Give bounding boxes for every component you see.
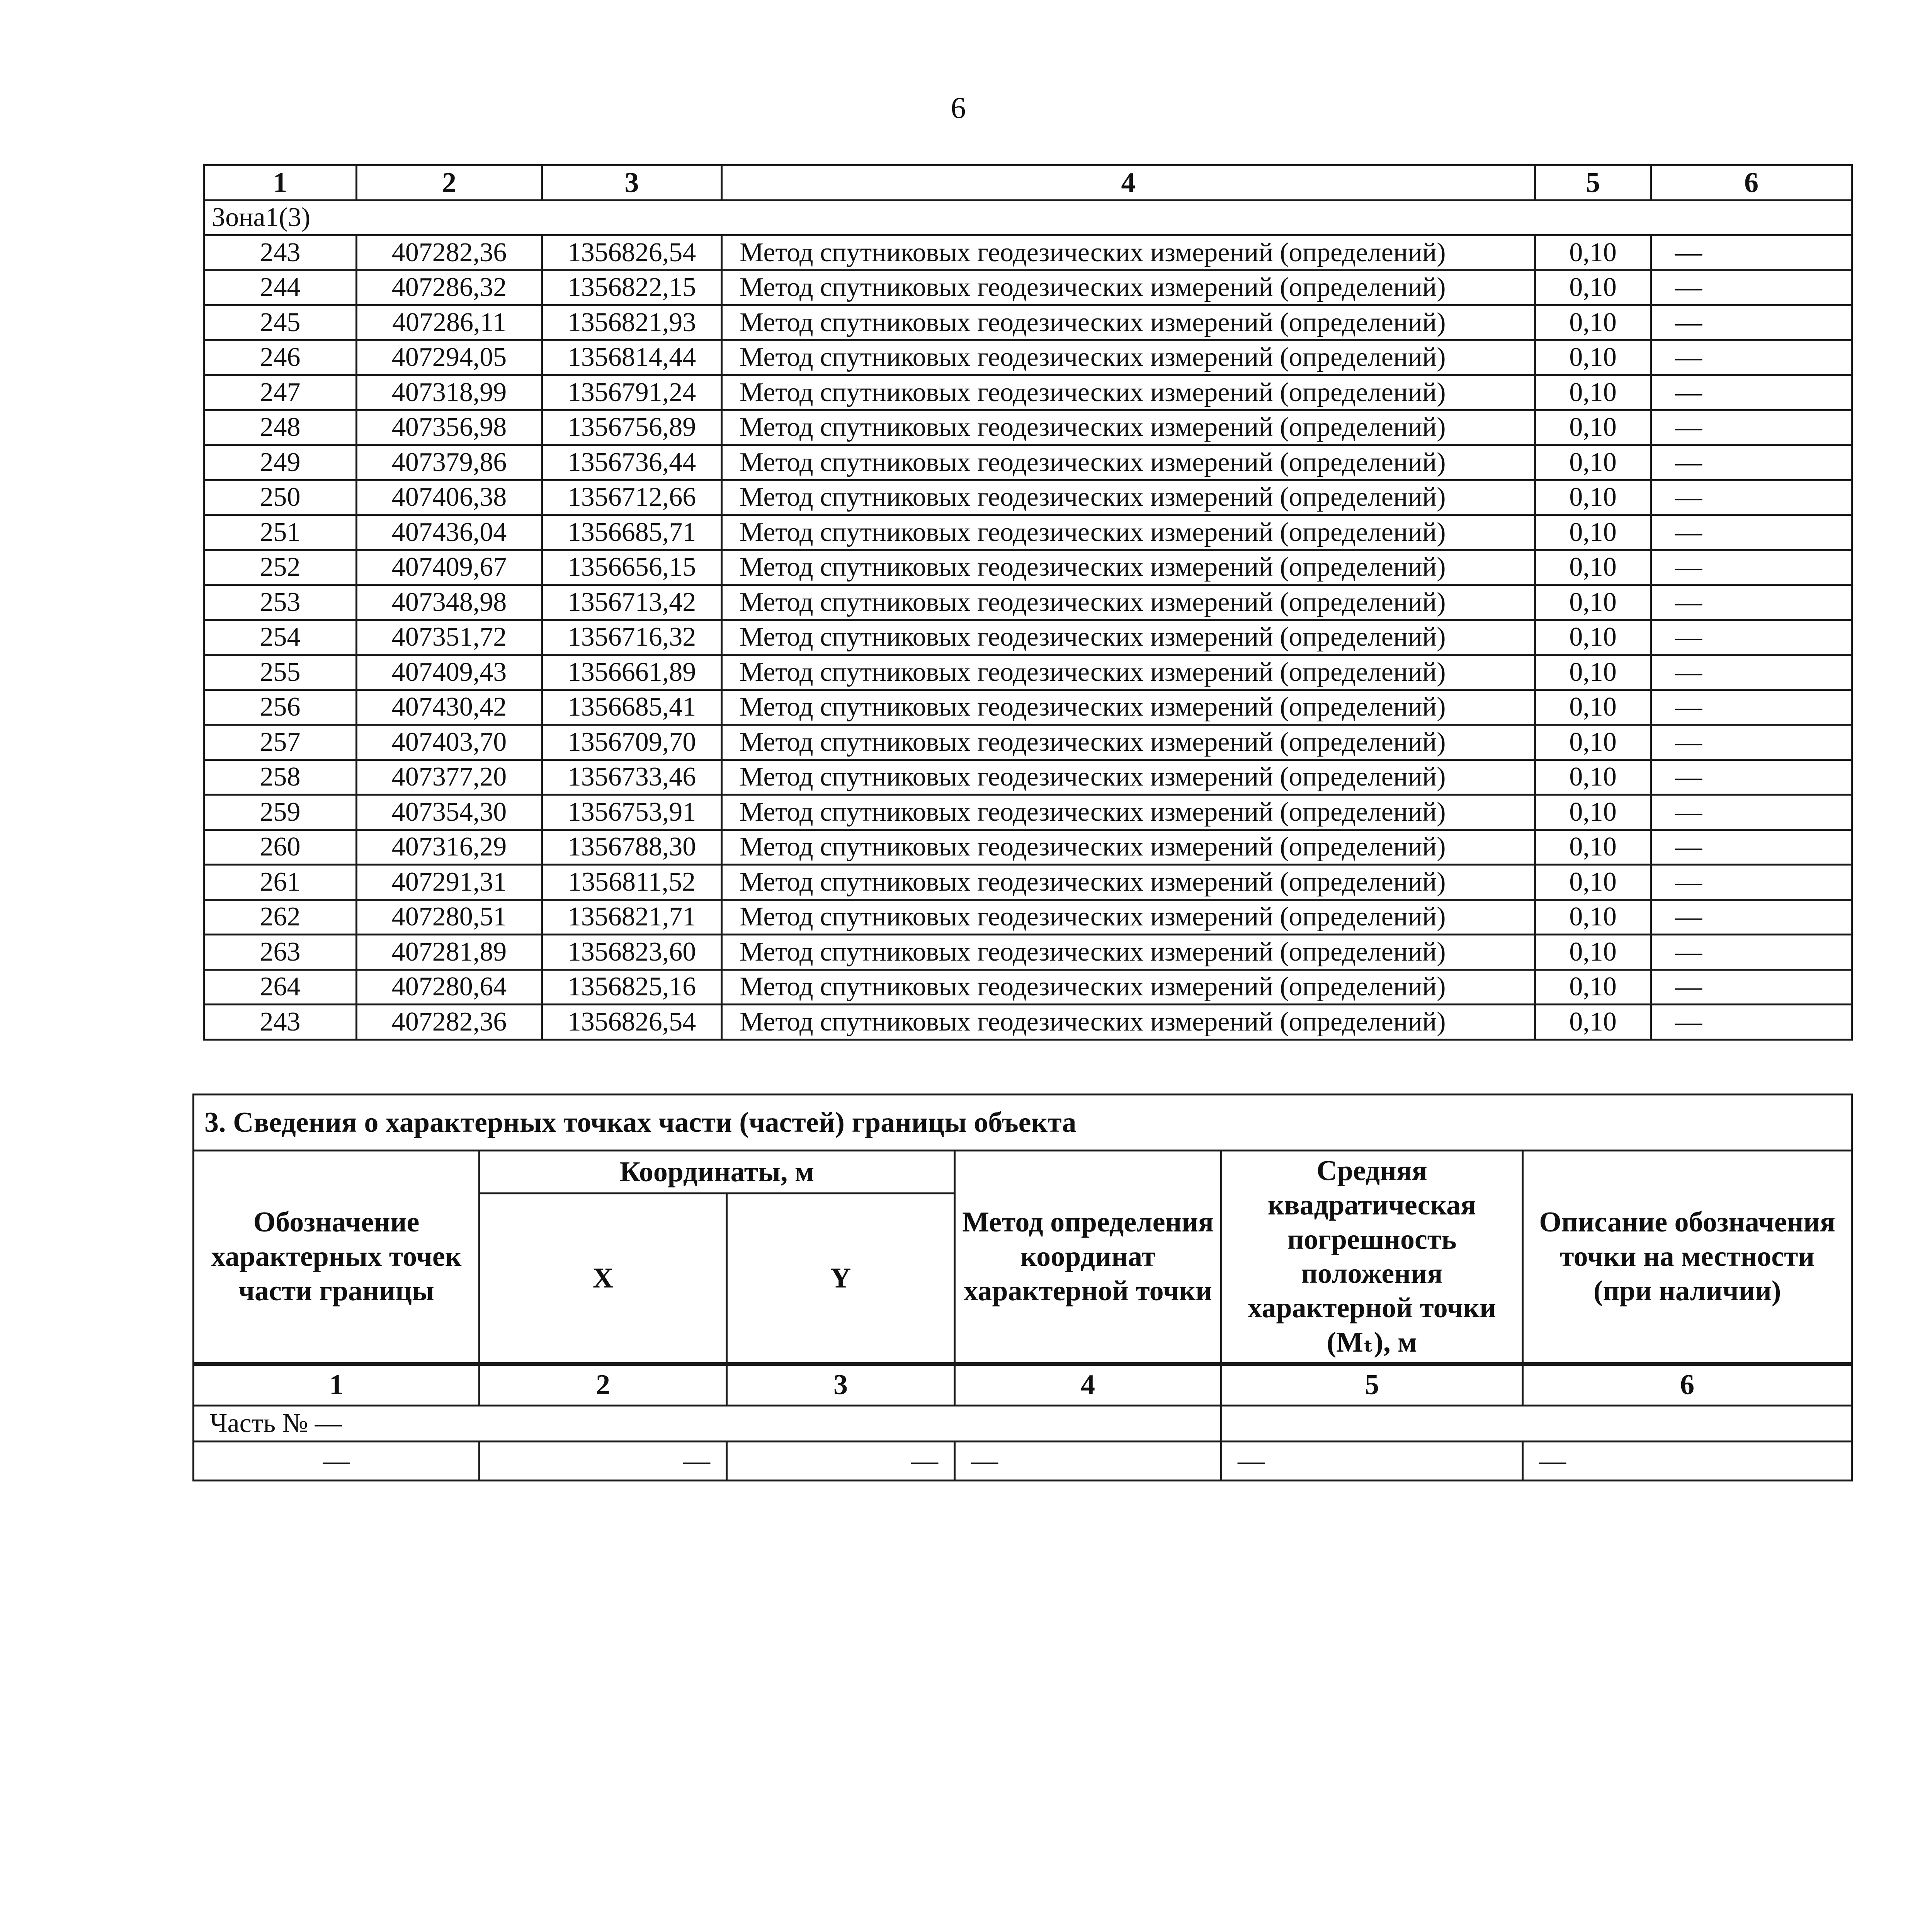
point-number: 250 bbox=[204, 480, 357, 515]
x-coordinate: 407281,89 bbox=[357, 935, 542, 970]
point-number: 248 bbox=[204, 410, 357, 445]
description-cell: — bbox=[1651, 1005, 1852, 1040]
table-row bbox=[204, 375, 1852, 410]
method-cell: Метод спутниковых геодезических измерений (определений) bbox=[722, 795, 1535, 830]
x-coordinate: 407406,38 bbox=[357, 480, 542, 515]
y-header: Y bbox=[727, 1194, 955, 1364]
error-cell: 0,10 bbox=[1535, 795, 1651, 830]
table-row bbox=[204, 865, 1852, 900]
method-cell: Метод спутниковых геодезических измерений (определений) bbox=[722, 690, 1535, 725]
column-number: 1 bbox=[204, 165, 357, 201]
error-cell: 0,10 bbox=[1535, 1005, 1651, 1040]
description-cell: — bbox=[1651, 410, 1852, 445]
method-cell: Метод спутниковых геодезических измерений (определений) bbox=[722, 725, 1535, 760]
x-coordinate: 407409,43 bbox=[357, 655, 542, 690]
error-cell: 0,10 bbox=[1535, 655, 1651, 690]
table-row bbox=[204, 795, 1852, 830]
dash-cell: — bbox=[480, 1441, 727, 1480]
description-cell: — bbox=[1651, 375, 1852, 410]
dash-cell: — bbox=[727, 1441, 955, 1480]
dash-cell: — bbox=[955, 1441, 1221, 1480]
method-cell: Метод спутниковых геодезических измерений (определений) bbox=[722, 1005, 1535, 1040]
table-row bbox=[204, 969, 1852, 1005]
error-cell: 0,10 bbox=[1535, 375, 1651, 410]
zone-label: Зона1(3) bbox=[204, 200, 1852, 235]
page-number: 6 bbox=[951, 91, 966, 124]
description-cell: — bbox=[1651, 969, 1852, 1005]
x-coordinate: 407377,20 bbox=[357, 760, 542, 795]
y-coordinate: 1356733,46 bbox=[542, 760, 722, 795]
column-number: 4 bbox=[722, 165, 1535, 201]
error-cell: 0,10 bbox=[1535, 340, 1651, 375]
column-number: 5 bbox=[1221, 1364, 1523, 1406]
table-row bbox=[204, 620, 1852, 655]
description-cell: — bbox=[1651, 550, 1852, 585]
method-cell: Метод спутниковых геодезических измерений (определений) bbox=[722, 340, 1535, 375]
coordinates-header: Координаты, м bbox=[480, 1151, 955, 1194]
point-number: 247 bbox=[204, 375, 357, 410]
error-cell: 0,10 bbox=[1535, 725, 1651, 760]
method-cell: Метод спутниковых геодезических измерений (определений) bbox=[722, 760, 1535, 795]
error-cell: 0,10 bbox=[1535, 620, 1651, 655]
x-coordinate: 407430,42 bbox=[357, 690, 542, 725]
point-designation-header: Обозначение характерных точек части границы bbox=[194, 1151, 480, 1364]
table-row bbox=[204, 340, 1852, 375]
y-coordinate: 1356756,89 bbox=[542, 410, 722, 445]
point-number: 260 bbox=[204, 830, 357, 865]
dash-row bbox=[194, 1441, 1852, 1480]
error-header: Средняя квадратическая погрешность положения характерной точки (Mₜ), м bbox=[1221, 1151, 1523, 1364]
y-coordinate: 1356826,54 bbox=[542, 1005, 722, 1040]
method-cell: Метод спутниковых геодезических измерений (определений) bbox=[722, 375, 1535, 410]
point-number: 259 bbox=[204, 795, 357, 830]
y-coordinate: 1356821,71 bbox=[542, 900, 722, 935]
column-number: 6 bbox=[1651, 165, 1852, 201]
x-coordinate: 407282,36 bbox=[357, 235, 542, 270]
method-cell: Метод спутниковых геодезических измерений (определений) bbox=[722, 865, 1535, 900]
point-number: 254 bbox=[204, 620, 357, 655]
error-cell: 0,10 bbox=[1535, 760, 1651, 795]
method-cell: Метод спутниковых геодезических измерений (определений) bbox=[722, 515, 1535, 550]
method-cell: Метод спутниковых геодезических измерений (определений) bbox=[722, 969, 1535, 1005]
y-coordinate: 1356825,16 bbox=[542, 969, 722, 1005]
point-number: 244 bbox=[204, 270, 357, 305]
x-coordinate: 407409,67 bbox=[357, 550, 542, 585]
description-cell: — bbox=[1651, 690, 1852, 725]
method-cell: Метод спутниковых геодезических измерений (определений) bbox=[722, 900, 1535, 935]
point-number: 261 bbox=[204, 865, 357, 900]
y-coordinate: 1356811,52 bbox=[542, 865, 722, 900]
point-number: 251 bbox=[204, 515, 357, 550]
table-row bbox=[204, 550, 1852, 585]
table-row bbox=[204, 410, 1852, 445]
coordinates-table bbox=[203, 164, 1853, 1041]
table-row bbox=[204, 270, 1852, 305]
section-title: 3. Сведения о характерных точках части (частей) границы объекта bbox=[194, 1095, 1852, 1151]
column-number: 6 bbox=[1523, 1364, 1852, 1406]
method-cell: Метод спутниковых геодезических измерений (определений) bbox=[722, 620, 1535, 655]
table-row bbox=[204, 690, 1852, 725]
y-coordinate: 1356823,60 bbox=[542, 935, 722, 970]
description-cell: — bbox=[1651, 270, 1852, 305]
y-coordinate: 1356685,71 bbox=[542, 515, 722, 550]
part-empty-cell bbox=[1221, 1405, 1852, 1441]
x-header: X bbox=[480, 1194, 727, 1364]
table-row bbox=[204, 760, 1852, 795]
table-row bbox=[204, 585, 1852, 620]
error-cell: 0,10 bbox=[1535, 235, 1651, 270]
point-number: 253 bbox=[204, 585, 357, 620]
column-number: 3 bbox=[727, 1364, 955, 1406]
table-row bbox=[204, 480, 1852, 515]
method-cell: Метод спутниковых геодезических измерений (определений) bbox=[722, 235, 1535, 270]
table-row bbox=[204, 445, 1852, 480]
x-coordinate: 407436,04 bbox=[357, 515, 542, 550]
description-cell: — bbox=[1651, 865, 1852, 900]
error-cell: 0,10 bbox=[1535, 445, 1651, 480]
error-cell: 0,10 bbox=[1535, 480, 1651, 515]
y-coordinate: 1356814,44 bbox=[542, 340, 722, 375]
description-cell: — bbox=[1651, 585, 1852, 620]
x-coordinate: 407354,30 bbox=[357, 795, 542, 830]
x-coordinate: 407348,98 bbox=[357, 585, 542, 620]
method-cell: Метод спутниковых геодезических измерений (определений) bbox=[722, 655, 1535, 690]
point-number: 245 bbox=[204, 305, 357, 340]
header-row-1 bbox=[194, 1151, 1852, 1194]
error-cell: 0,10 bbox=[1535, 515, 1651, 550]
description-cell: — bbox=[1651, 480, 1852, 515]
method-cell: Метод спутниковых геодезических измерений (определений) bbox=[722, 550, 1535, 585]
x-coordinate: 407356,98 bbox=[357, 410, 542, 445]
error-cell: 0,10 bbox=[1535, 900, 1651, 935]
point-number: 258 bbox=[204, 760, 357, 795]
part-row bbox=[194, 1405, 1852, 1441]
x-coordinate: 407280,64 bbox=[357, 969, 542, 1005]
y-coordinate: 1356822,15 bbox=[542, 270, 722, 305]
y-coordinate: 1356791,24 bbox=[542, 375, 722, 410]
table-row bbox=[204, 655, 1852, 690]
y-coordinate: 1356656,15 bbox=[542, 550, 722, 585]
error-cell: 0,10 bbox=[1535, 969, 1651, 1005]
dash-cell: — bbox=[194, 1441, 480, 1480]
y-coordinate: 1356788,30 bbox=[542, 830, 722, 865]
table-row bbox=[204, 1005, 1852, 1040]
dash-cell: — bbox=[1221, 1441, 1523, 1480]
description-header: Описание обозначения точки на местности (при наличии) bbox=[1523, 1151, 1852, 1364]
point-number: 255 bbox=[204, 655, 357, 690]
table-row bbox=[204, 900, 1852, 935]
point-number: 263 bbox=[204, 935, 357, 970]
column-number: 3 bbox=[542, 165, 722, 201]
error-cell: 0,10 bbox=[1535, 935, 1651, 970]
zone-row bbox=[204, 200, 1852, 235]
method-cell: Метод спутниковых геодезических измерений (определений) bbox=[722, 410, 1535, 445]
description-cell: — bbox=[1651, 900, 1852, 935]
y-coordinate: 1356821,93 bbox=[542, 305, 722, 340]
part-label: Часть № — bbox=[194, 1405, 1221, 1441]
x-coordinate: 407282,36 bbox=[357, 1005, 542, 1040]
method-cell: Метод спутниковых геодезических измерений (определений) bbox=[722, 270, 1535, 305]
x-coordinate: 407318,99 bbox=[357, 375, 542, 410]
y-coordinate: 1356709,70 bbox=[542, 725, 722, 760]
table-row bbox=[204, 305, 1852, 340]
method-cell: Метод спутниковых геодезических измерений (определений) bbox=[722, 480, 1535, 515]
x-coordinate: 407403,70 bbox=[357, 725, 542, 760]
description-cell: — bbox=[1651, 235, 1852, 270]
x-coordinate: 407286,32 bbox=[357, 270, 542, 305]
description-cell: — bbox=[1651, 795, 1852, 830]
description-cell: — bbox=[1651, 760, 1852, 795]
y-coordinate: 1356661,89 bbox=[542, 655, 722, 690]
error-cell: 0,10 bbox=[1535, 865, 1651, 900]
table-row bbox=[204, 515, 1852, 550]
point-number: 246 bbox=[204, 340, 357, 375]
method-header: Метод определения координат характерной точки bbox=[955, 1151, 1221, 1364]
column-number: 4 bbox=[955, 1364, 1221, 1406]
method-cell: Метод спутниковых геодезических измерений (определений) bbox=[722, 935, 1535, 970]
section-title-row bbox=[194, 1095, 1852, 1151]
description-cell: — bbox=[1651, 935, 1852, 970]
column-number: 5 bbox=[1535, 165, 1651, 201]
x-coordinate: 407316,29 bbox=[357, 830, 542, 865]
table-row bbox=[204, 725, 1852, 760]
column-numbers-row bbox=[194, 1364, 1852, 1406]
point-number: 243 bbox=[204, 1005, 357, 1040]
x-coordinate: 407291,31 bbox=[357, 865, 542, 900]
point-number: 257 bbox=[204, 725, 357, 760]
x-coordinate: 407351,72 bbox=[357, 620, 542, 655]
table-row bbox=[204, 830, 1852, 865]
y-coordinate: 1356716,32 bbox=[542, 620, 722, 655]
y-coordinate: 1356685,41 bbox=[542, 690, 722, 725]
error-cell: 0,10 bbox=[1535, 550, 1651, 585]
error-cell: 0,10 bbox=[1535, 305, 1651, 340]
description-cell: — bbox=[1651, 655, 1852, 690]
description-cell: — bbox=[1651, 305, 1852, 340]
description-cell: — bbox=[1651, 620, 1852, 655]
method-cell: Метод спутниковых геодезических измерений (определений) bbox=[722, 445, 1535, 480]
description-cell: — bbox=[1651, 445, 1852, 480]
y-coordinate: 1356713,42 bbox=[542, 585, 722, 620]
point-number: 256 bbox=[204, 690, 357, 725]
description-cell: — bbox=[1651, 340, 1852, 375]
point-number: 264 bbox=[204, 969, 357, 1005]
table-header-row bbox=[204, 165, 1852, 201]
table-row bbox=[204, 935, 1852, 970]
method-cell: Метод спутниковых геодезических измерений (определений) bbox=[722, 830, 1535, 865]
column-number: 2 bbox=[357, 165, 542, 201]
section-3-table bbox=[192, 1094, 1853, 1481]
x-coordinate: 407286,11 bbox=[357, 305, 542, 340]
description-cell: — bbox=[1651, 515, 1852, 550]
description-cell: — bbox=[1651, 725, 1852, 760]
error-cell: 0,10 bbox=[1535, 270, 1651, 305]
column-number: 2 bbox=[480, 1364, 727, 1406]
dash-cell: — bbox=[1523, 1441, 1852, 1480]
x-coordinate: 407280,51 bbox=[357, 900, 542, 935]
method-cell: Метод спутниковых геодезических измерений (определений) bbox=[722, 305, 1535, 340]
error-cell: 0,10 bbox=[1535, 410, 1651, 445]
method-cell: Метод спутниковых геодезических измерений (определений) bbox=[722, 585, 1535, 620]
point-number: 262 bbox=[204, 900, 357, 935]
point-number: 243 bbox=[204, 235, 357, 270]
y-coordinate: 1356712,66 bbox=[542, 480, 722, 515]
point-number: 252 bbox=[204, 550, 357, 585]
error-cell: 0,10 bbox=[1535, 690, 1651, 725]
error-cell: 0,10 bbox=[1535, 585, 1651, 620]
y-coordinate: 1356736,44 bbox=[542, 445, 722, 480]
y-coordinate: 1356826,54 bbox=[542, 235, 722, 270]
description-cell: — bbox=[1651, 830, 1852, 865]
point-number: 249 bbox=[204, 445, 357, 480]
column-number: 1 bbox=[194, 1364, 480, 1406]
error-cell: 0,10 bbox=[1535, 830, 1651, 865]
y-coordinate: 1356753,91 bbox=[542, 795, 722, 830]
x-coordinate: 407379,86 bbox=[357, 445, 542, 480]
table-row bbox=[204, 235, 1852, 270]
x-coordinate: 407294,05 bbox=[357, 340, 542, 375]
